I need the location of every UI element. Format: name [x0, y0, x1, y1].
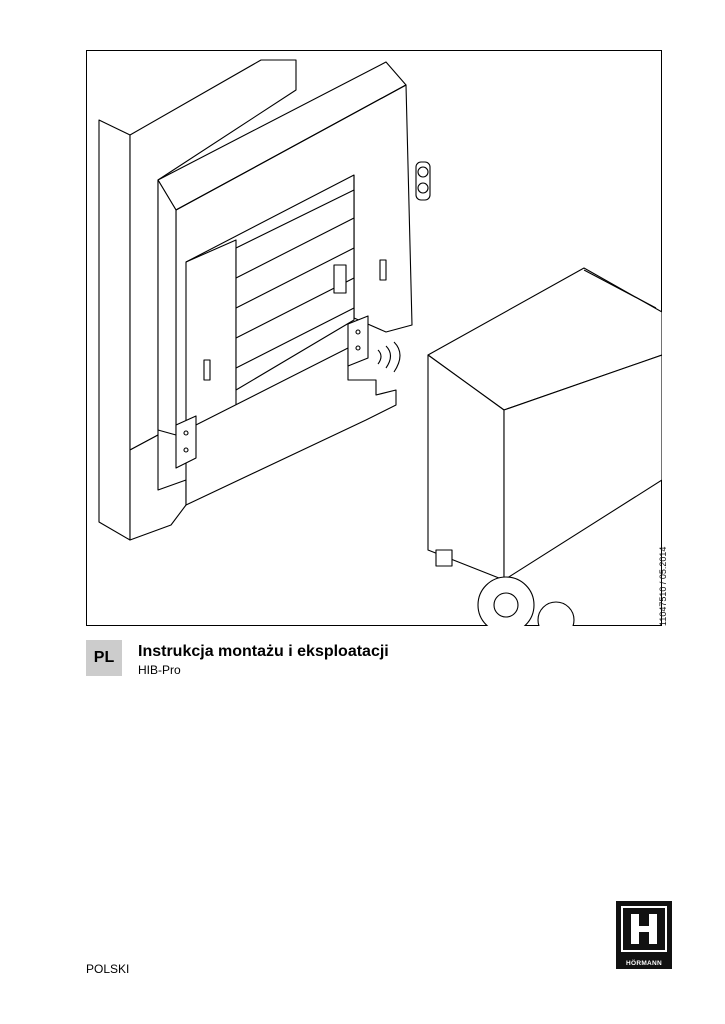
- language-name: POLSKI: [86, 962, 130, 976]
- truck-icon: [428, 268, 662, 626]
- page-title: Instrukcja montażu i eksploatacji: [138, 643, 389, 660]
- hormann-logo: [616, 901, 672, 969]
- logo-mark-icon: [621, 906, 667, 952]
- logo-wordmark: HÖRMANN: [625, 960, 663, 967]
- product-name: HIB-Pro: [138, 663, 181, 677]
- language-badge: PL: [86, 640, 122, 676]
- traffic-light-icon: [416, 162, 430, 200]
- document-number: 11047510 / 05.2014: [658, 546, 668, 626]
- sensor-waves-icon: [378, 342, 400, 372]
- cover-illustration: [86, 50, 662, 626]
